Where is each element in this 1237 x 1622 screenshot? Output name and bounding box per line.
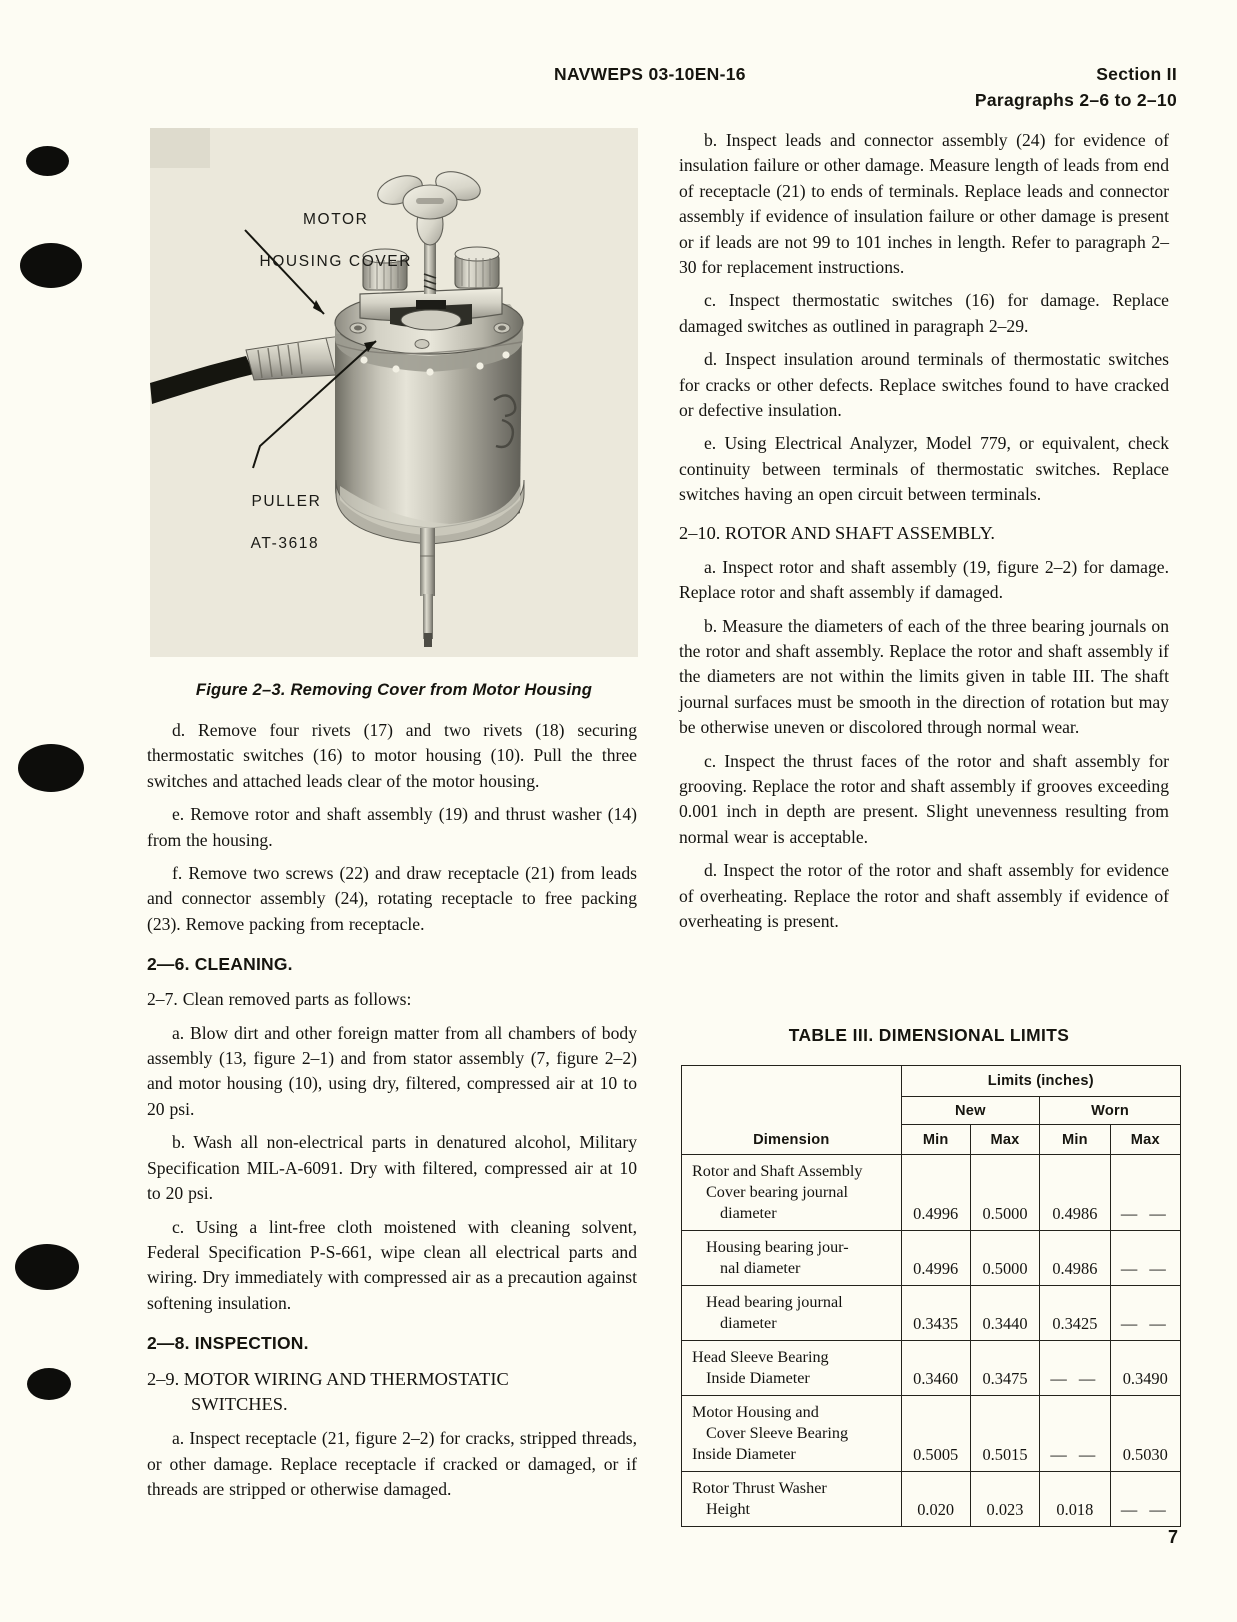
- column-header-worn-max: Max: [1110, 1125, 1180, 1155]
- dimension-line-2: diameter: [720, 1314, 777, 1332]
- callout-motor-housing-cover: [224, 188, 412, 293]
- heading-2-6-cleaning: 2—6. CLEANING.: [147, 954, 293, 975]
- column-header-limits: Limits (inches): [901, 1066, 1180, 1097]
- header-right-group: [975, 64, 1177, 111]
- dimension-line-2: Height: [706, 1500, 751, 1518]
- figure-2-3: [150, 128, 638, 700]
- heading-2-8-inspection: 2—8. INSPECTION.: [147, 1333, 309, 1354]
- cell-worn-min: 0.018: [1040, 1472, 1110, 1527]
- cell-worn-max: 0.5030: [1110, 1396, 1180, 1472]
- punch-hole-5: [27, 1368, 71, 1400]
- cell-worn-max: — —: [1110, 1155, 1180, 1231]
- table-header-row-group: [682, 1066, 1181, 1097]
- paragraph-rotor-a: a. Inspect rotor and shaft assembly (19, figure 2–2) for damage. Replace rotor and shaft assembly if damaged.: [679, 556, 1169, 603]
- page-header: [150, 64, 1177, 124]
- figure-photo: [150, 128, 638, 657]
- dimension-line-1: Motor Housing and: [692, 1403, 819, 1421]
- cell-dimension: [682, 1341, 902, 1396]
- dimension-line-1: Rotor and Shaft Assembly: [692, 1162, 863, 1180]
- cell-worn-max: — —: [1110, 1472, 1180, 1527]
- cell-new-max: 0.3475: [970, 1341, 1039, 1396]
- paragraph-cleaning-c: c. Using a lint-free cloth moistened with cleaning solvent, Federal Specification P-S-661, wipe clean all electrical parts and wiring. Dry immediately with compressed air as a precaution against softening insulation.: [147, 1216, 637, 1313]
- table-row: [682, 1155, 1181, 1231]
- dimension-line-2: Cover Sleeve Bearing: [706, 1424, 849, 1442]
- cell-dimension: [682, 1472, 902, 1527]
- callout-motor-housing-cover-line2: HOUSING COVER: [259, 253, 413, 270]
- figure-caption: Figure 2–3. Removing Cover from Motor Housing: [195, 680, 593, 699]
- column-header-worn-min: Min: [1040, 1125, 1110, 1155]
- table-head: [682, 1066, 1181, 1155]
- cell-worn-max: — —: [1110, 1231, 1180, 1286]
- dimension-line-1: Housing bearing jour-: [706, 1238, 849, 1256]
- paragraph-right-b: b. Inspect leads and connector assembly (24) for evidence of insulation failure or other damage. Measure length of leads from end of receptacle (21) to ends of terminals. Replace leads and connector assembly if evidence of insulation failure or other damage is present or if leads are not 99 to 101 inches in length. Refer to paragraph 2–30 for replacement instructions.: [679, 130, 1169, 278]
- punch-hole-2: [20, 243, 82, 288]
- cell-new-min: 0.4996: [901, 1155, 970, 1231]
- column-header-new-min: Min: [901, 1125, 970, 1155]
- table-row: [682, 1341, 1181, 1396]
- page-number: 7: [1167, 1527, 1178, 1547]
- heading-2-10-rotor-shaft: 2–10. ROTOR AND SHAFT ASSEMBLY.: [679, 522, 995, 543]
- punch-hole-1: [26, 146, 69, 176]
- callout-puller-line1: PULLER: [251, 493, 322, 510]
- paragraph-2-7: 2–7. Clean removed parts as follows:: [147, 989, 412, 1010]
- cell-new-max: 0.023: [970, 1472, 1039, 1527]
- dimension-line-3: Inside Diameter: [692, 1445, 796, 1463]
- dimension-line-2: Inside Diameter: [706, 1369, 810, 1387]
- table-row: [682, 1472, 1181, 1527]
- cell-new-max: 0.3440: [970, 1286, 1039, 1341]
- header-paragraph-range: Paragraphs 2–6 to 2–10: [974, 90, 1177, 110]
- paragraph-e: e. Remove rotor and shaft assembly (19) and thrust washer (14) from the housing.: [147, 804, 637, 850]
- paragraph-d: d. Remove four rivets (17) and two rivets (18) securing thermostatic switches (16) to motor housing (10). Pull the three switches and attached leads clear of the motor housing.: [147, 720, 637, 791]
- cell-dimension: [682, 1396, 902, 1472]
- heading-2-9-motor-wiring: [147, 1367, 637, 1417]
- paragraph-right-e: e. Using Electrical Analyzer, Model 779, or equivalent, check continuity between terminals of thermostatic switches. Replace switches having an open circuit between terminals.: [679, 433, 1169, 505]
- callout-puller: [216, 470, 321, 575]
- cell-worn-min: 0.4986: [1040, 1155, 1110, 1231]
- cell-new-max: 0.5015: [970, 1396, 1039, 1472]
- dimension-line-1: Head Sleeve Bearing: [692, 1348, 829, 1366]
- column-header-dimension: Dimension: [682, 1066, 902, 1155]
- paragraph-right-d: d. Inspect insulation around terminals of thermostatic switches for cracks or other defects. Replace switches found to have cracked or defective insulation.: [679, 349, 1169, 421]
- table-title: TABLE III. DIMENSIONAL LIMITS: [788, 1025, 1070, 1045]
- cell-new-min: 0.020: [901, 1472, 970, 1527]
- cell-worn-min: 0.3425: [1040, 1286, 1110, 1341]
- paragraph-right-c: c. Inspect thermostatic switches (16) for damage. Replace damaged switches as outlined in paragraph 2–29.: [679, 290, 1169, 336]
- cell-dimension: [682, 1155, 902, 1231]
- column-header-new-max: Max: [970, 1125, 1039, 1155]
- dimension-line-2: nal diameter: [720, 1259, 801, 1277]
- cell-worn-min: — —: [1040, 1396, 1110, 1472]
- paragraph-cleaning-a: a. Blow dirt and other foreign matter from all chambers of body assembly (13, figure 2–1) and from stator assembly (7, figure 2–2) and motor housing (10), using dry, filtered, compressed air at 10 to 20 psi.: [147, 1022, 637, 1119]
- heading-2-9-line2: SWITCHES.: [191, 1394, 288, 1415]
- cell-dimension: [682, 1286, 902, 1341]
- callout-motor-housing-cover-line1: MOTOR: [303, 211, 369, 228]
- paragraph-rotor-d: d. Inspect the rotor of the rotor and shaft assembly for evidence of overheating. Replace the rotor and shaft assembly if evidence of overheating is present.: [679, 860, 1169, 931]
- paragraph-rotor-b: b. Measure the diameters of each of the three bearing journals on the rotor and shaft assembly. Replace the rotor and shaft assembly if the diameters are not within the limits given in table III. The shaft journal surfaces must be smooth in the direction of rotation but may be otherwise uneven or discolored through normal wear.: [679, 615, 1169, 738]
- cell-dimension: [682, 1231, 902, 1286]
- table-row: [682, 1286, 1181, 1341]
- paragraph-f: f. Remove two screws (22) and draw receptacle (21) from leads and connector assembly (24), rotating receptacle to free packing (23). Remove packing from receptacle.: [147, 863, 637, 934]
- dimensional-limits-table: [681, 1065, 1181, 1527]
- cell-new-max: 0.5000: [970, 1155, 1039, 1231]
- cell-new-min: 0.3460: [901, 1341, 970, 1396]
- dimension-line-2: Cover bearing journal: [706, 1183, 849, 1201]
- cell-new-min: 0.5005: [901, 1396, 970, 1472]
- header-section: Section II: [1096, 64, 1177, 84]
- paragraph-rotor-c: c. Inspect the thrust faces of the rotor and shaft assembly for grooving. Replace the rotor and shaft assembly if grooves exceeding 0.001 inch in depth are present. Slight unevenness resulting from normal wear is acceptable.: [679, 750, 1169, 847]
- paragraph-cleaning-b: b. Wash all non-electrical parts in denatured alcohol, Military Specification MIL-A-6091. Dry with filtered, compressed air at 10 to 20 psi.: [147, 1132, 637, 1204]
- cell-worn-max: 0.3490: [1110, 1341, 1180, 1396]
- table-row: [682, 1231, 1181, 1286]
- cell-worn-min: — —: [1040, 1341, 1110, 1396]
- heading-2-9-line1: 2–9. MOTOR WIRING AND THERMOSTATIC: [147, 1369, 509, 1390]
- dimension-line-3: diameter: [720, 1204, 777, 1222]
- cell-new-max: 0.5000: [970, 1231, 1039, 1286]
- cell-worn-min: 0.4986: [1040, 1231, 1110, 1286]
- header-doc-number: NAVWEPS 03-10EN-16: [554, 64, 746, 84]
- dimension-line-1: Head bearing journal: [706, 1293, 843, 1311]
- dimension-line-1: Rotor Thrust Washer: [692, 1479, 827, 1497]
- left-column: [147, 718, 637, 1502]
- cell-new-min: 0.3435: [901, 1286, 970, 1341]
- table-row: [682, 1396, 1181, 1472]
- punch-hole-4: [15, 1244, 79, 1290]
- column-header-worn: Worn: [1040, 1097, 1181, 1125]
- callout-puller-line2: AT-3618: [250, 535, 320, 552]
- right-column: [679, 128, 1169, 934]
- cell-new-min: 0.4996: [901, 1231, 970, 1286]
- column-header-new: New: [901, 1097, 1040, 1125]
- paragraph-inspection-a: a. Inspect receptacle (21, figure 2–2) for cracks, stripped threads, or other damage. Replace receptacle if cracked or damaged, or if threads are stripped or otherwise damaged.: [147, 1428, 637, 1499]
- cell-worn-max: — —: [1110, 1286, 1180, 1341]
- punch-hole-3: [18, 744, 84, 792]
- table-body: [682, 1155, 1181, 1527]
